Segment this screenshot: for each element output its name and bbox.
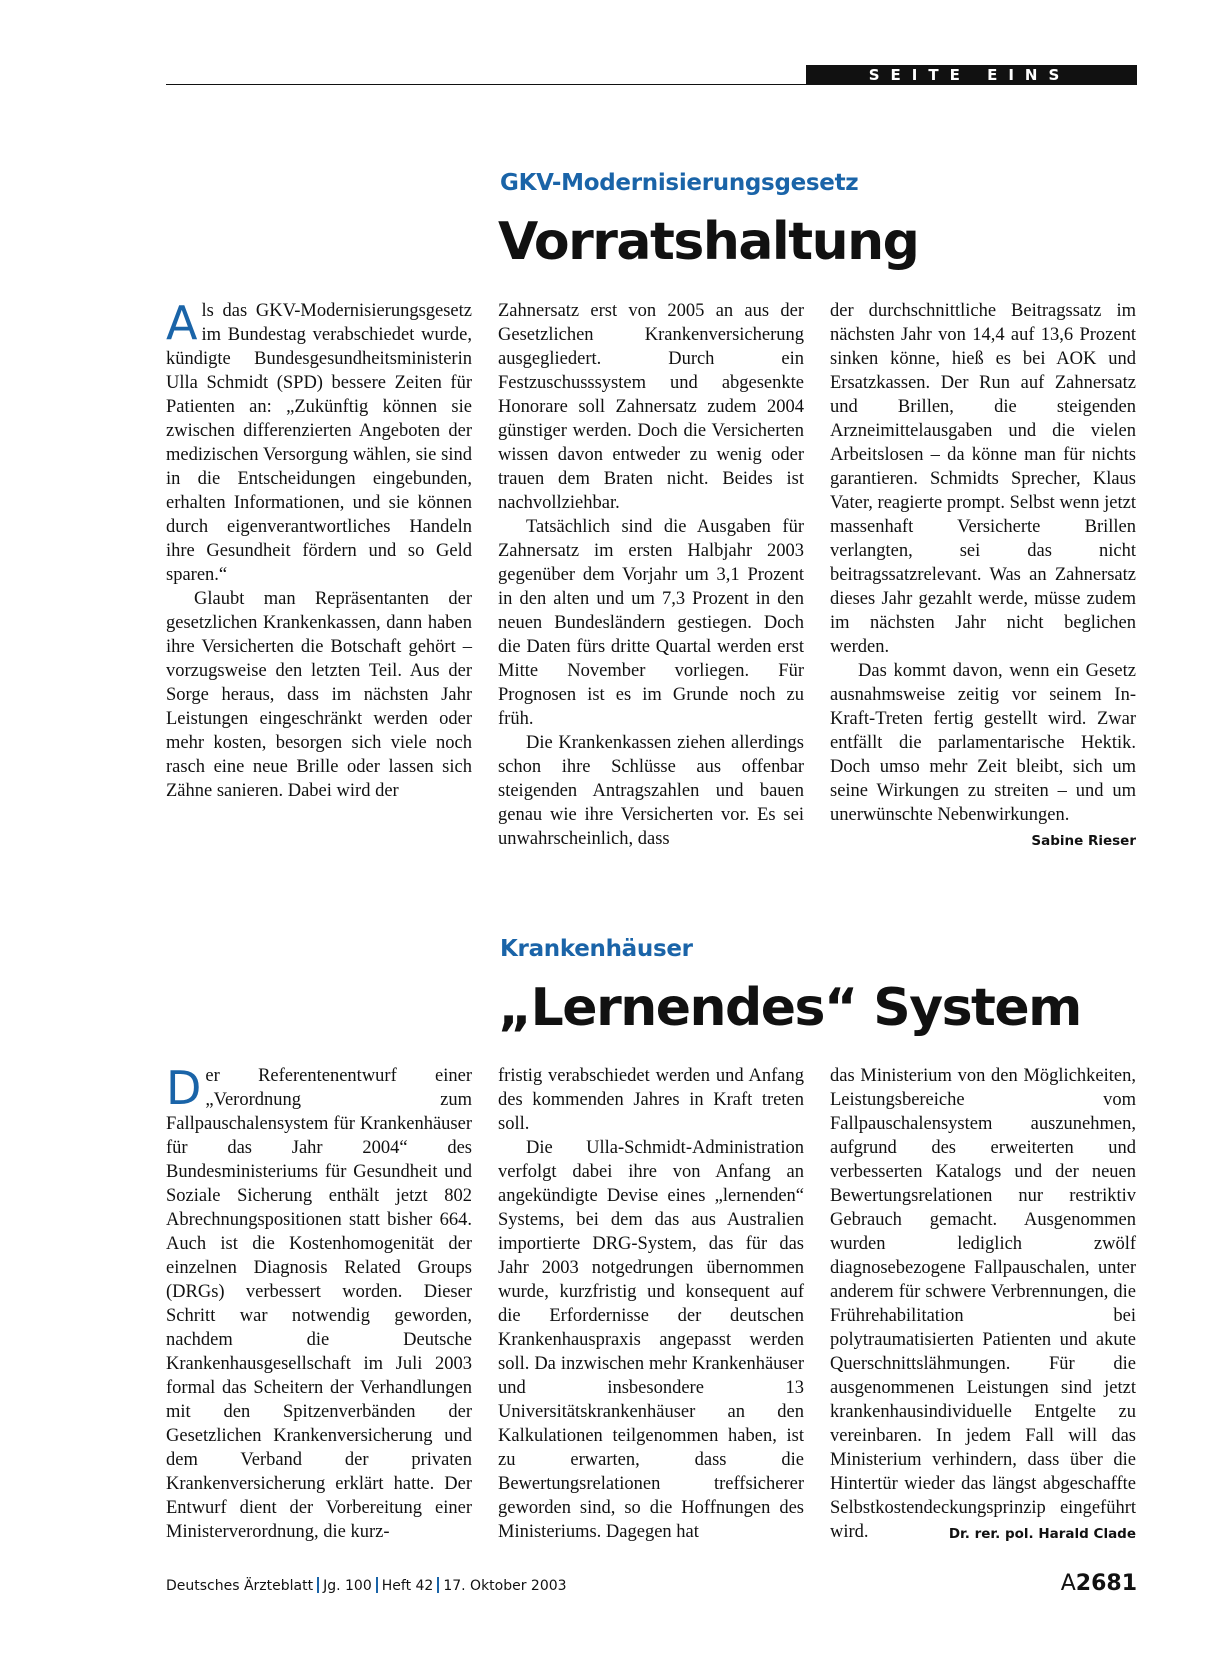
article2-column-1 [166, 1061, 472, 1544]
article2-paragraph [830, 1064, 1136, 1544]
article1-kicker: GKV-Modernisierungsgesetz [500, 170, 859, 196]
page-number [1061, 1571, 1137, 1596]
article1-author: Sabine Rieser [1031, 833, 1136, 849]
volume: Jg. 100 [323, 1578, 372, 1594]
article1-paragraph [166, 296, 472, 587]
article1-paragraph: Zahnersatz erst von 2005 an aus der Gesetzlichen Krankenversicherung ausgegliedert. Durch ein Festzuschusssystem und abgesenkte Honorare soll Zahnersatz zudem 2004 günstiger werden. Doch die Versicherten wissen davon entweder zu wenig oder trauen dem Braten nicht. Beides ist nachvollziehbar. [498, 301, 804, 513]
article1-paragraph [830, 659, 1136, 849]
article1-text: Das kommt davon, wenn ein Gesetz ausnahmsweise zeitig vor seinem In-Kraft-Treten fertig gestellt wird. Zwar entfällt die parlamentarische Hektik. Doch umso mehr Zeit bleibt, sich um seine Wirkungen zu streiten – und um unerwünschte Nebenwirkungen. [830, 661, 1136, 825]
article1-paragraph: Tatsächlich sind die Ausgaben für Zahnersatz im ersten Halbjahr 2003 gegenüber dem Vorjahr um 3,1 Prozent in den alten und um 7,3 Prozent in den neuen Bundesländern gestiegen. Doch die Daten fürs dritte Quartal werden erst Mitte November vorliegen. Für Prognosen ist es im Grunde noch zu früh. [498, 517, 804, 729]
page-prefix: A [1060, 1571, 1076, 1596]
article2-column-3 [830, 1064, 1136, 1546]
article2-dropcap: D [166, 1061, 202, 1115]
article2-author: Dr. rer. pol. Harald Clade [948, 1526, 1136, 1542]
header-tab-corner [1133, 65, 1137, 85]
footer-separator [376, 1577, 378, 1593]
article1-column-1 [166, 296, 472, 803]
article1-paragraph: Glaubt man Repräsentanten der gesetzlichen Krankenkassen, dann haben ihre Versicherten die Botschaft gehört – vorzugsweise den letzten Teil. Aus der Sorge heraus, dass im nächsten Jahr Leistungen eingeschränkt werden oder mehr kosten, besorgen sich viele noch rasch eine neue Brille oder lassen sich Zähne sanieren. Dabei wird der [166, 589, 472, 801]
article1-column-3 [830, 299, 1136, 853]
issue-date: 17. Oktober 2003 [443, 1578, 567, 1594]
article2-paragraph: Die Ulla-Schmidt-Administration verfolgt dabei ihre von Anfang an angekündigte Devise eines „lernenden“ Systems, bei dem das aus Australien importierte DRG-System, das für das Jahr 2003 notgedrungen übernommen wurde, kurzfristig und konsequent auf die Erfordernisse der deutschen Krankenhauspraxis angepasst werden soll. Da inzwischen mehr Krankenhäuser und insbesondere 13 Universitätskrankenhäuser an den Kalkulationen teilgenommen haben, ist zu erwarten, dass die Bewertungsrelationen treffsicherer geworden sind, so die Hoffnungen des Ministeriums. Dagegen hat [498, 1138, 804, 1542]
footer [166, 1577, 567, 1594]
article1-dropcap: A [166, 296, 198, 350]
article2-paragraph: fristig verabschiedet werden und Anfang des kommenden Jahres in Kraft treten soll. [498, 1066, 804, 1134]
issue: Heft 42 [381, 1578, 434, 1594]
page-number-value: 2681 [1075, 1571, 1137, 1596]
article1-paragraph: der durchschnittliche Beitragssatz im nächsten Jahr von 14,4 auf 13,6 Prozent sinken könne, hieß es bei AOK und Ersatzkassen. Der Run auf Zahnersatz und Brillen, die steigenden Arzneimittelausgaben und die vielen Arbeitslosen – da könne man für nichts garantieren. Schmidts Sprecher, Klaus Vater, reagierte prompt. Selbst wenn jetzt massenhaft Versicherte Brillen verlangten, sei das nicht beitragssatzrelevant. Was an Zahnersatz dieses Jahr gezahlt werde, müsse zudem im nächsten Jahr nicht beglichen werden. [830, 301, 1136, 657]
footer-separator [437, 1577, 439, 1593]
article1-text: ls das GKV-Modernisierungsgesetz im Bundestag verabschiedet wurde, kündigte Bundesgesundheitsministerin Ulla Schmidt (SPD) bessere Zeiten für Patienten an: „Zukünftig können sie zwischen differenzierten Angeboten der medizischen Versorgung wählen, sie sind in die Entscheidungen eingebunden, erhalten Informationen, und sie können durch eigenverantwortliches Handeln ihre Gesundheit fördern und so Geld sparen.“ [166, 301, 472, 585]
article2-text: das Ministerium von den Möglichkeiten, Leistungsbereiche vom Fallpauschalensystem auszunehmen, aufgrund des erweiterten und verbesserten Katalogs und der neuen Bewertungsrelationen nur restriktiv Gebrauch gemacht. Ausgenommen wurden lediglich zwölf diagnosebezogene Fallpauschalen, unter anderem für schwere Verbrennungen, die Frührehabilitation bei polytraumatisierten Patienten und akute Querschnittslähmungen. Für die ausgenommenen Leistungen sind jetzt krankenhausindividuelle Entgelte zu vereinbaren. In jedem Fall will das Ministerium verhindern, dass über die Hintertür wieder das längst abgeschaffte Selbstkostendeckungsprinzip eingeführt wird. [830, 1066, 1136, 1542]
article1-headline: Vorratshaltung [498, 212, 919, 272]
article2-column-2 [498, 1064, 804, 1544]
section-label: SEITE EINS [806, 65, 1133, 85]
article2-kicker: Krankenhäuser [500, 936, 693, 962]
article1-column-2 [498, 299, 804, 851]
article2-text: er Referentenentwurf einer „Verordnung zum Fallpauschalensystem für Krankenhäuser für das Jahr 2004“ des Bundesministeriums für Gesundheit und Soziale Sicherung enthält jetzt 802 Abrechnungspositionen statt bisher 664. Auch ist die Kostenhomogenität der einzelnen Diagnosis Related Groups (DRGs) verbessert worden. Dieser Schritt war notwendig geworden, nachdem die Deutsche Krankenhausgesellschaft im Juli 2003 formal das Scheitern der Verhandlungen mit den Spitzenverbänden der Gesetzlichen Krankenversicherung und dem Verband der privaten Krankenversicherung erklärt hatte. Der Entwurf dient der Vorbereitung einer Ministerverordnung, die kurz- [166, 1066, 472, 1542]
footer-separator [317, 1577, 319, 1593]
article1-paragraph: Die Krankenkassen ziehen allerdings schon ihre Schlüsse aus offenbar steigenden Antragszahlen und bauen genau wie ihre Versicherten vor. Es sei unwahrscheinlich, dass [498, 733, 804, 849]
article2-paragraph [166, 1061, 472, 1544]
journal-name: Deutsches Ärzteblatt [166, 1578, 314, 1594]
article2-headline: „Lernendes“ System [498, 978, 1081, 1038]
